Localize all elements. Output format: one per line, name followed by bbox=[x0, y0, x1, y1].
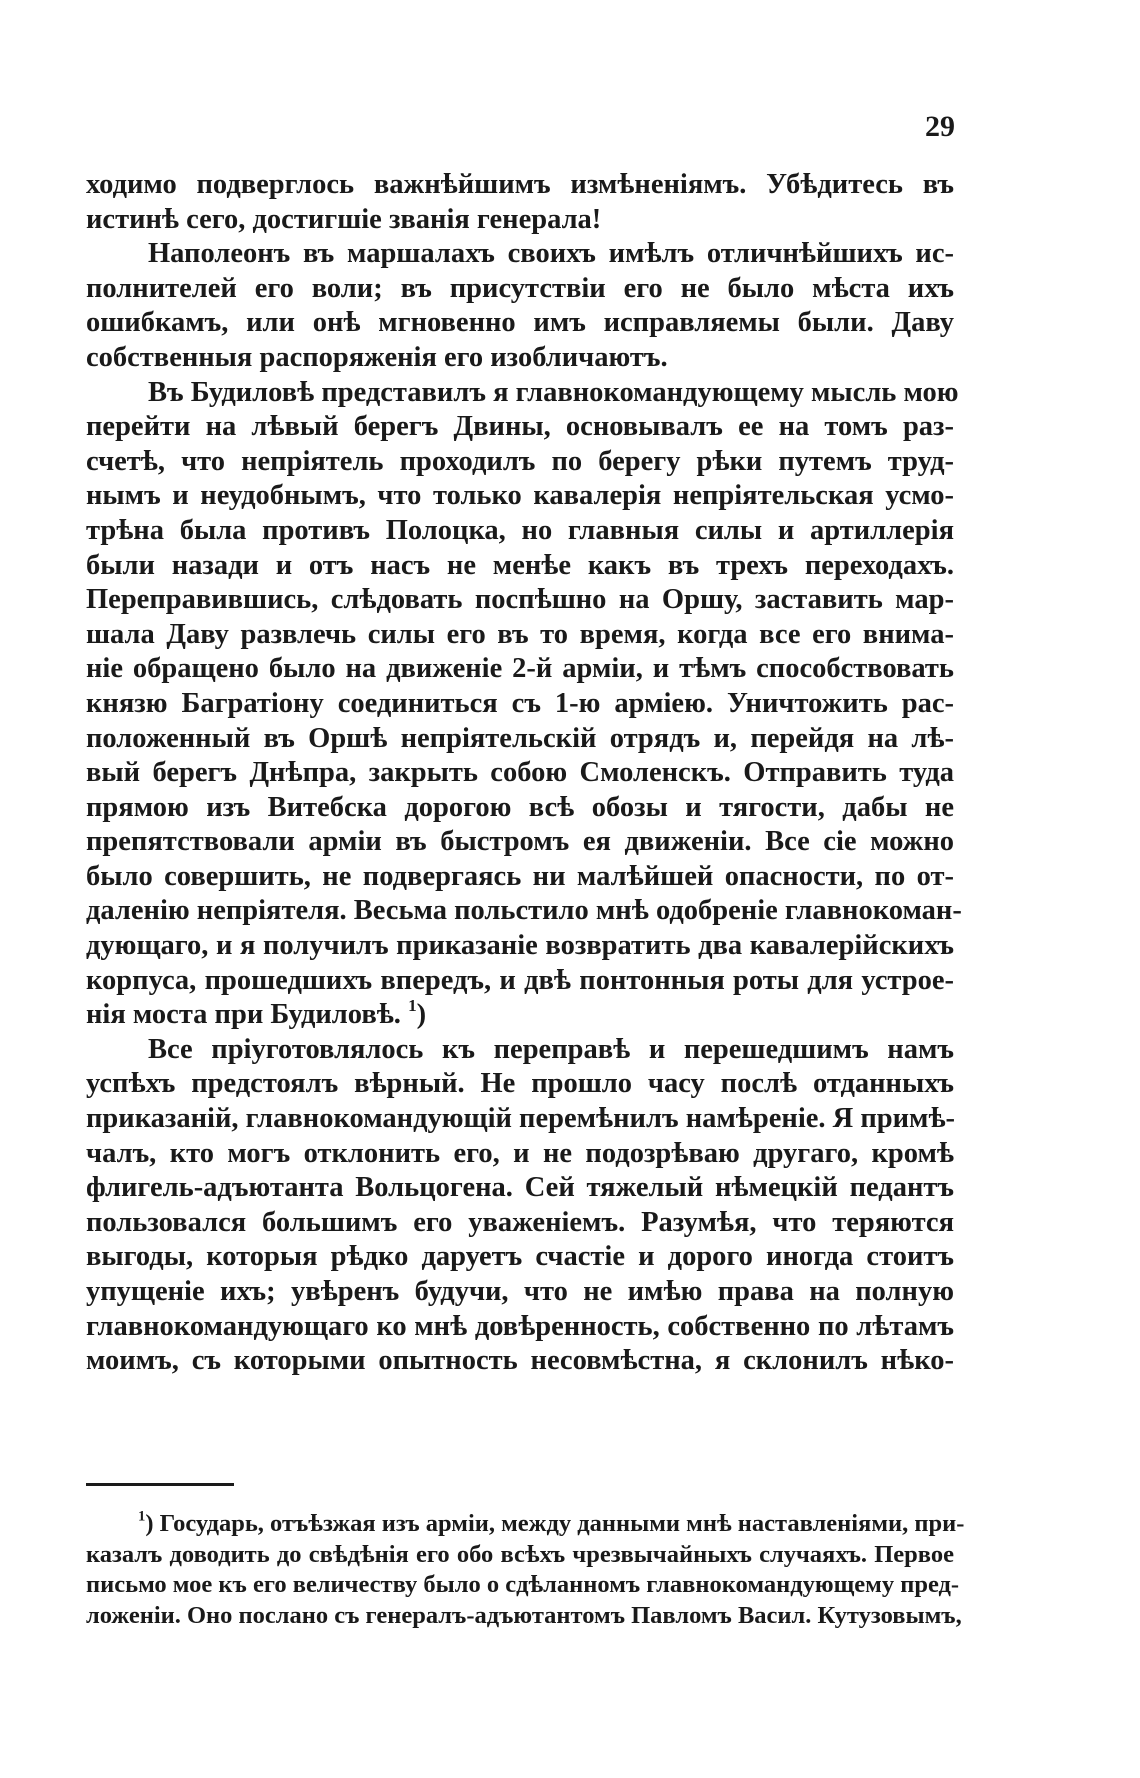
body-line: пользовался большимъ его уваженіемъ. Разумѣя, что теряются bbox=[86, 1206, 954, 1238]
body-line: ніе обращено было на движеніе 2-й арміи, и тѣмъ способствовать bbox=[86, 653, 954, 685]
body-line: Въ Будиловѣ представилъ я главнокомандующему мысль мою bbox=[148, 376, 959, 408]
footnote-line: казалъ доводить до свѣдѣнія его обо всѣхъ чрезвычайныхъ случаяхъ. Первое bbox=[86, 1540, 954, 1568]
body-line: ошибкамъ, или онѣ мгновенно имъ исправляемы были. Даву bbox=[86, 307, 954, 339]
body-line: моимъ, съ которыми опытность несовмѣстна, я склонилъ нѣко- bbox=[86, 1345, 954, 1377]
body-line: прямою изъ Витебска дорогою всѣ обозы и тягости, дабы не bbox=[86, 791, 954, 823]
body-line: флигель-адъютанта Вольцогена. Сей тяжелый нѣмецкій педантъ bbox=[86, 1172, 954, 1204]
body-line: чалъ, кто могъ отклонить его, и не подозрѣваю другаго, кромѣ bbox=[86, 1137, 954, 1169]
body-text bbox=[86, 168, 962, 1379]
body-line: корпуса, прошедшихъ впередъ, и двѣ понтонныя роты для устрое- bbox=[86, 964, 954, 996]
footnote-marker: 1 bbox=[138, 1508, 146, 1525]
body-line: даленію непріятеля. Весьма польстило мнѣ одобреніе главнокоман- bbox=[86, 895, 962, 927]
body-line: препятствовали арміи въ быстромъ ея движеніи. Все сіе можно bbox=[86, 826, 954, 858]
footnote-reference: 1 bbox=[408, 996, 417, 1016]
body-line: главнокомандующаго ко мнѣ довѣренность, собственно по лѣтамъ bbox=[86, 1310, 954, 1342]
body-line: приказаній, главнокомандующій перемѣнилъ намѣреніе. Я примѣ- bbox=[86, 1103, 956, 1135]
footnote-reference-close: ) bbox=[416, 999, 427, 1031]
body-line bbox=[86, 998, 954, 1033]
body-line: были назади и отъ насъ не менѣе какъ въ трехъ переходахъ. bbox=[86, 549, 954, 581]
body-line: истинѣ сего, достигшіе званія генерала! bbox=[86, 203, 602, 235]
body-line: собственныя распоряженія его изобличаютъ. bbox=[86, 341, 668, 373]
body-line: выгоды, которыя рѣдко даруетъ счастіе и дорого иногда стоитъ bbox=[86, 1241, 954, 1273]
page-number: 29 bbox=[925, 110, 955, 143]
body-line: ходимо подверглось важнѣйшимъ измѣненіямъ. Убѣдитесь въ bbox=[86, 169, 954, 200]
body-line: дующаго, и я получилъ приказаніе возвратить два кавалерійскихъ bbox=[86, 930, 954, 962]
body-line-text: нія моста при Будиловѣ. bbox=[86, 999, 409, 1031]
footnote-line: письмо мое къ его величеству было о сдѣланномъ главнокомандующему пред- bbox=[86, 1571, 960, 1599]
body-line: было совершить, не подвергаясь ни малѣйшей опасности, по от- bbox=[86, 860, 954, 892]
body-line: Все пріуготовлялось къ переправѣ и перешедшимъ намъ bbox=[148, 1033, 954, 1065]
footnote-divider bbox=[86, 1483, 234, 1486]
body-line: Наполеонъ въ маршалахъ своихъ имѣлъ отличнѣйшихъ ис- bbox=[148, 238, 954, 270]
body-line: вый берегъ Днѣпра, закрыть собою Смоленскъ. Отправить туда bbox=[86, 757, 954, 789]
footnote-line: ложеніи. Оно послано съ генералъ-адъютантомъ Павломъ Васил. Кутузовымъ, bbox=[86, 1601, 962, 1629]
body-line: полнителей его воли; въ присутствіи его не было мѣста ихъ bbox=[86, 272, 954, 304]
body-line: Переправившись, слѣдовать поспѣшно на Оршу, заставить мар- bbox=[86, 584, 954, 616]
body-line: нымъ и неудобнымъ, что только кавалерія непріятельская усмо- bbox=[86, 480, 954, 512]
body-line: шала Даву развлечь силы его въ то время, когда все его внима- bbox=[86, 618, 954, 650]
footnote-line bbox=[86, 1508, 965, 1540]
body-line: князю Багратіону соединиться съ 1-ю арміею. Уничтожить рас- bbox=[86, 687, 954, 719]
footnote-marker-close: ) bbox=[145, 1510, 154, 1537]
body-line: трѣна была противъ Полоцка, но главныя силы и артиллерія bbox=[86, 514, 954, 546]
body-line: перейти на лѣвый берегъ Двины, основывалъ ее на томъ раз- bbox=[86, 411, 954, 443]
body-line: счетѣ, что непріятель проходилъ по берегу рѣки путемъ труд- bbox=[86, 445, 954, 477]
body-line: успѣхъ предстоялъ вѣрный. Не прошло часу послѣ отданныхъ bbox=[86, 1068, 954, 1100]
footnotes bbox=[86, 1508, 965, 1631]
body-line: положенный въ Оршѣ непріятельскій отрядъ и, перейдя на лѣ- bbox=[86, 722, 954, 754]
footnote-line-text: Государь, отъѣзжая изъ арміи, между данными мнѣ наставленіями, при- bbox=[153, 1510, 965, 1537]
body-line: упущеніе ихъ; увѣренъ будучи, что не имѣю права на полную bbox=[86, 1276, 954, 1307]
